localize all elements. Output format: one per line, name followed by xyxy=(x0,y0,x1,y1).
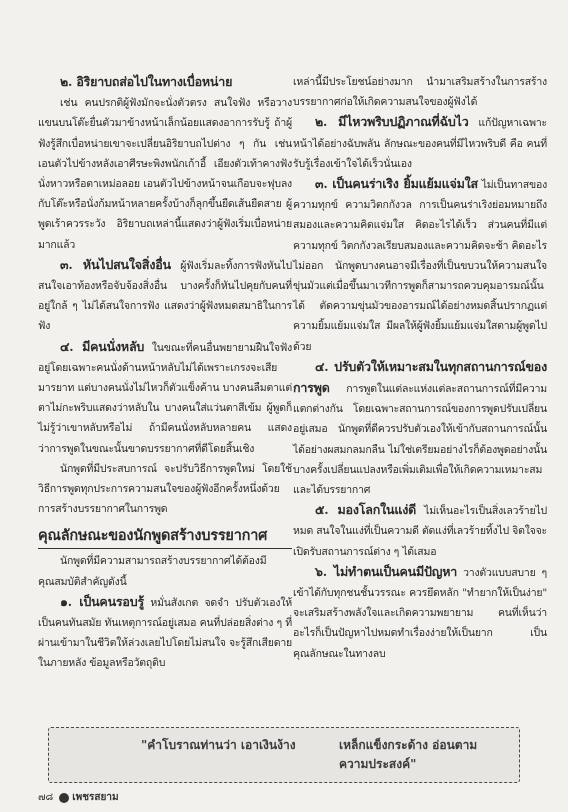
section-paragraph xyxy=(293,357,547,500)
body-paragraph: เช่น คนปรกติผู้ฟังมักจะนั่งตัวตรง สนใจฟัง หรือวางแขนบนโต๊ะยื่นตัวมาข้างหน้าเล็กน้อยแสดงอาการรับรู้ ถ้าผู้ฟังรู้สึกเบื่อหน่ายเขาจะเปลี่ยนอิริยาบถไปต่าง ๆ กัน เช่น เอนตัวไปข้างหลังเอาศีรษะพิงพนักเก้าอี้ เอียงตัวเท้าคางฟัง นั่งหาวหรือตาเหม่อลอย เอนตัวไปข้างหน้าจนเกือบจะฟุบลงกับโต๊ะหรือนั่งก้มหน้าหลายครั้งบ้างก็ลุกขึ้นยืดเส้นยืดสาย ผู้พูดเร้าควรระวัง อิริยาบถเหล่านี้แสดงว่าผู้ฟังเริ่มเบื่อหน่ายมากแล้ว xyxy=(38,97,292,251)
page-footer xyxy=(38,790,119,805)
body-paragraph: นักพูดที่มีความสามารถสร้างบรรยากาศได้ต้องมีคุณสมบัติสำคัญดังนี้ xyxy=(38,555,267,588)
quote-box xyxy=(48,727,520,783)
logo-icon xyxy=(59,793,69,803)
section-paragraph xyxy=(293,500,547,562)
paragraph-body: การพูดในแต่ละแห่งแต่ละสถานการณ์ที่มีความแตกต่างกัน โดยเฉพาะสถานการณ์ของการพูดปรับเปลี่ยนอยู่เสมอ นักพูดที่ดีควรปรับตัวเองให้เข้ากับสถานการณ์นั้นได้อย่างผสมกลมกลืน ไม่ใช่เตรียมอย่างไรก็ต้องพูดอย่างนั้นบางครั้งเปลี่ยนแปลงหรือเพิ่มเติมเพื่อให้เกิดความเหมาะสมและได้บรรยากาศ xyxy=(293,383,547,497)
paragraph-heading: ๔. มีคนนั่งหลับ xyxy=(60,338,145,354)
quote-right-text: เหล็กแข็งกระด้าง อ่อนตามความประสงค์" xyxy=(339,738,478,771)
paragraph-body: วางตัวแบบสบาย ๆ เข้าได้กับทุกชนชั้นวรรณะ ควรยึดหลัก "ทำยากให้เป็นง่าย" จะเสริมสร้างพลังใจและเกิดความพยายาม คนที่เห็นว่าอะไรก็เป็นปัญหาไปหมดทำเรื่องง่ายให้เป็นยาก เป็นคุณลักษณะในทางลบ xyxy=(293,566,547,660)
paragraph-body: หมั่นสังเกต จดจำ ปรับตัวเองให้เป็นคนทันสมัย ทันเหตุการณ์อยู่เสมอ คนที่ปล่อยสิ่งต่าง ๆ ที่ผ่านเข้ามาในชีวิตให้ล่วงเลยไปโดยไม่สนใจ จะรู้สึกเสียดายในภายหลัง ข้อมูลหรือวัตถุดิบ xyxy=(38,596,292,670)
paragraph-heading: ๑. เป็นคนรอบรู้ xyxy=(60,593,144,609)
paragraph-heading: ๒. มีไหวพริบปฏิภาณที่ฉับไว xyxy=(315,114,469,130)
paragraph-heading: ๓. เป็นคนร่าเริง ยิ้มแย้มแจ่มใส xyxy=(315,176,478,192)
logo-text: เพชรสยาม xyxy=(72,792,119,803)
body-paragraph: เหล่านี้มีประโยชน์อย่างมาก นำมาเสริมสร้างในการสร้างบรรยากาศก่อให้เกิดความสนใจของผู้ฟังได้ xyxy=(293,76,547,109)
paragraph-body: ผู้ฟังเริ่มละทิ้งการฟังหันไปสนใจเอาท้องหรือจับจ้องสิ่งอื่น บางครั้งก็หันไปคุยกับคนที่อยู่ใกล้ ๆ ไม่ได้สนใจการฟัง แสดงว่าผู้ฟังหมดสมาธิในการฟัง xyxy=(38,259,292,333)
section-paragraph xyxy=(293,562,547,664)
section-title: คุณลักษณะของนักพูดสร้างบรรยากาศ xyxy=(38,525,292,549)
paragraph-body: ไม่เห็นอะไรเป็นสิ่งเลวร้ายไปหมด สนใจในแง่ที่เป็นความดี ตัดแง่ที่เลวร้ายทิ้งไป จิตใจจะเปิดรับสถานการณ์ต่าง ๆ ได้เสมอ xyxy=(293,505,547,558)
paragraph-heading: ๕. มองโลกในแง่ดี xyxy=(315,502,417,518)
paragraph-heading: ๖. ไม่ทำตนเป็นคนมีปัญหา xyxy=(315,563,458,579)
section-paragraph xyxy=(38,592,292,674)
paragraph-heading: ๓. หันไปสนใจสิ่งอื่น xyxy=(60,256,171,272)
paragraph-body: แก้ปัญหาเฉพาะหน้าได้อย่างฉับพลัน ลักษณะของคนที่มีไหวพริบดี คือ คนที่รับรู้เรื่องเข้าใจได้เร็วนั่นเอง xyxy=(293,117,547,170)
section-paragraph xyxy=(293,112,547,174)
section-paragraph xyxy=(293,174,547,357)
section-paragraph xyxy=(38,255,292,337)
paragraph-body: ไม่เป็นทาสของความทุกข์ ความวิตกกังวล การเป็นคนร่าเริงย่อมหมายถึง สมองและความคิดแจ่มใส คิดอะไรได้เร็ว ส่วนคนที่มีแต่ความทุกข์ วิตกกังวลเรียบสมองและความคิดจะช้า คิดอะไรไม่ออก นักพูดบางคนอาจมีเรื่องที่เป็นขบวนให้ความสนใจขุ่นมัวแต่เมื่อขึ้นมาเวทีการพูดก็สามารถควบคุมอารมณ์นั้นได้ ตัดความขุ่นมัวของอารมณ์ได้อย่างหมดสิ้นปรากฏแต่ความยิ้มแย้มแจ่มใส มีผลให้ผู้ฟังยิ้มแย้มแจ่มใสตามผู้พูดไปด้วย xyxy=(293,179,547,353)
quote-left-text: "คำโบราณท่านว่า เอาเงินง้าง xyxy=(141,738,296,752)
page-number: ๗๘ xyxy=(38,792,54,803)
body-paragraph: นักพูดที่มีประสบการณ์ จะปรับวิธีการพูดใหม่ โดยใช้วิธีการพูดทุกประการความสนใจของผู้ฟังอีกครั้งหนึ่งด้วยการสร้างบรรยากาศในการพูด xyxy=(38,462,292,516)
paragraph-heading: ๔. ปรับตัวให้เหมาะสมในทุกสถานการณ์ของการพูด xyxy=(293,358,547,396)
section-paragraph xyxy=(38,337,292,459)
paragraph-heading: ๒. อิริยาบถส่อไปในทางเบื่อหน่าย xyxy=(60,74,233,89)
section-paragraph xyxy=(38,72,292,93)
paragraph-body: ในขณะที่คนอื่นพยายามฝืนใจฟังอยู่โดยเฉพาะคนนั่งด้านหน้าหลับไม่ได้เพราะเกรงจะเสียมารยาท แต่บางคนนั่งไม่ไหวก็ตัวแข็งค้าน บางคนลืมตาแต่ตาไม่กะพริบแสดงว่าหลับใน บางคนใส่แว่นตาสีเข้ม ผู้พูดก็ไม่รู้ว่าเขาหลับหรือไม่ ถ้ามีคนนั่งหลับหลายคน แสดงว่าการพูดในขณะนั้นขาดบรรยากาศที่ดีโดยสิ้นเชิง xyxy=(38,341,292,455)
right-column xyxy=(293,72,547,664)
left-column xyxy=(38,72,292,674)
publisher-logo xyxy=(59,790,118,805)
